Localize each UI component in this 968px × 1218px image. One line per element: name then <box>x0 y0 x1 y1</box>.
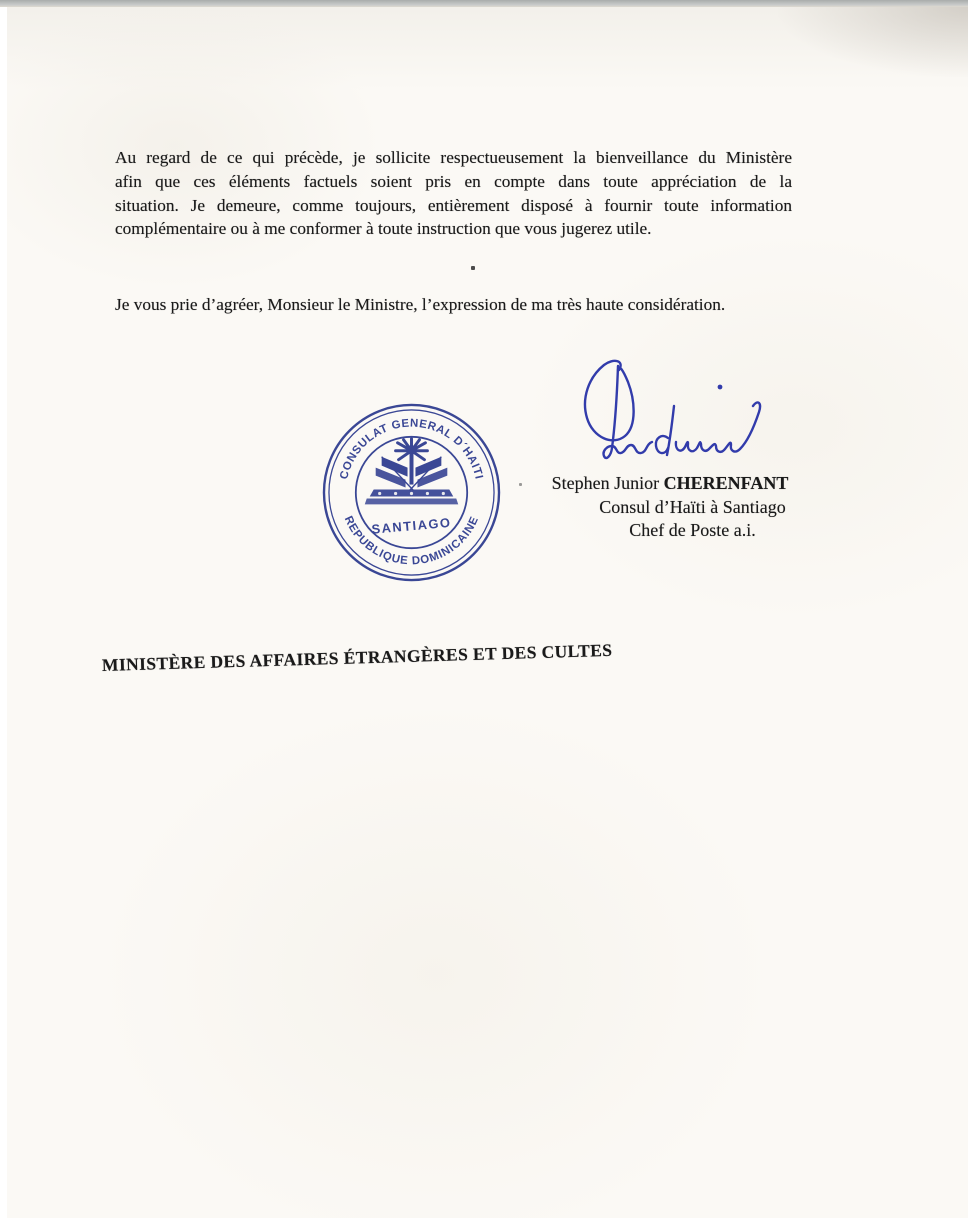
seal-top-text: CONSULAT GENERAL D´HAITI <box>338 417 485 481</box>
seal-city-text: SANTIAGO <box>370 514 452 537</box>
scan-speck <box>471 266 475 270</box>
body-line-1: Au regard de ce qui précède, je sollicite respectueusement la bienveillance du Ministère <box>115 148 792 167</box>
scan-top-edge-artifact <box>0 0 968 7</box>
signatory-first-names: Stephen Junior <box>551 473 660 493</box>
signatory-surname: CHERENFANT <box>663 473 789 493</box>
scan-corner-shade <box>778 7 968 77</box>
signatory-title-2: Chef de Poste a.i. <box>629 520 756 541</box>
signatory-block <box>530 472 810 543</box>
closing-line: Je vous prie d’agréer, Monsieur le Ministre, l’expression de ma très haute considération. <box>115 295 726 314</box>
ministry-footer-line: MINISTÈRE DES AFFAIRES ÉTRANGÈRES ET DES CULTES <box>101 639 613 675</box>
body-line-4: complémentaire ou à me conformer à toute instruction que vous jugerez utile. <box>115 219 652 239</box>
consular-seal <box>320 401 503 584</box>
handwritten-signature <box>573 350 788 472</box>
body-line-2: afin que ces éléments factuels soient pris en compte dans toute appréciation de la <box>115 171 792 191</box>
signatory-title-1: Consul d’Haïti à Santiago <box>599 496 786 517</box>
letter-body-paragraph <box>115 146 792 241</box>
scan-left-edge-artifact <box>0 7 7 1218</box>
haiti-coat-of-arms-icon <box>365 439 458 505</box>
seal-bottom-text: REPUBLIQUE DOMINICAINE <box>341 514 482 568</box>
scan-speck <box>519 483 522 486</box>
signatory-name <box>530 472 810 496</box>
body-line-3: situation. Je demeure, comme toujours, entièrement disposé à fournir toute information <box>115 195 792 215</box>
